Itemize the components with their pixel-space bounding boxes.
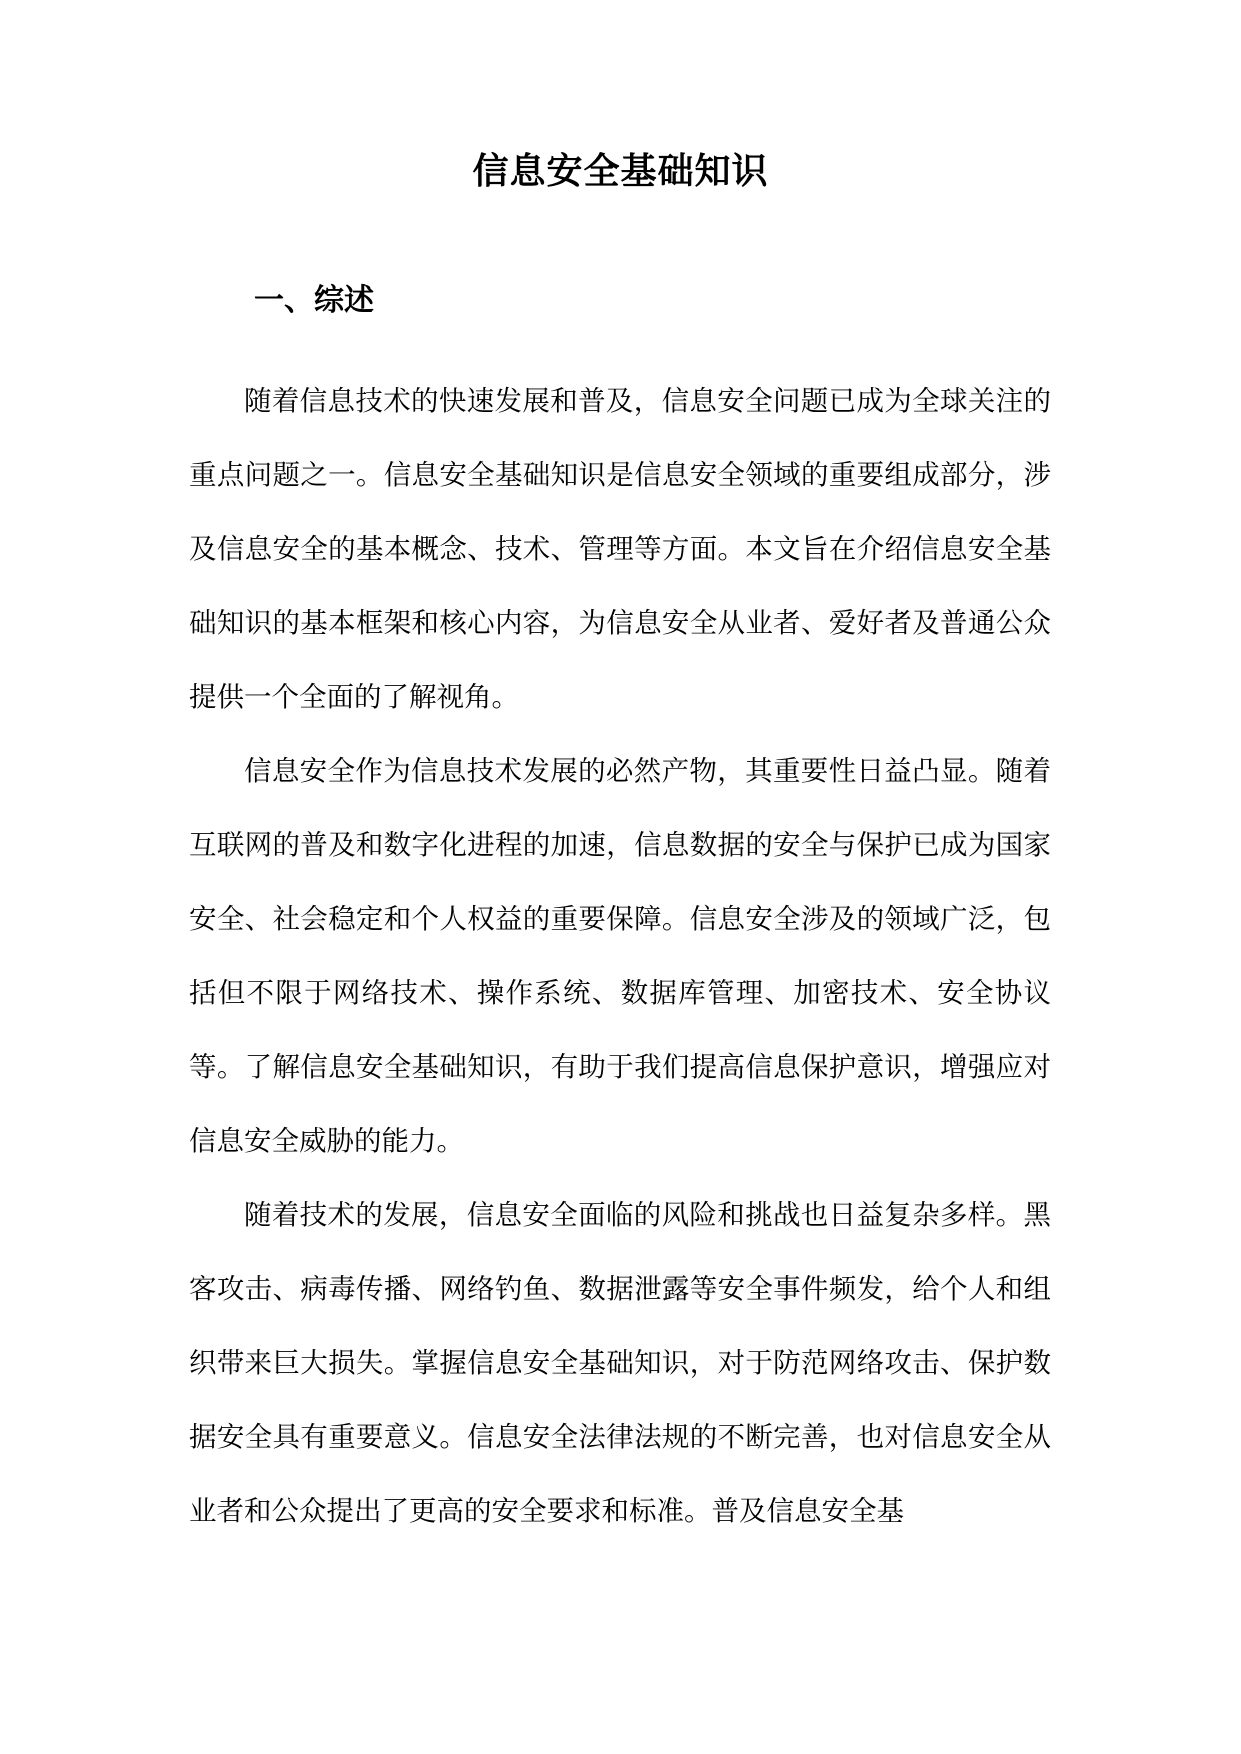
document-title: 信息安全基础知识	[472, 151, 769, 192]
section-heading: 一、综述	[254, 283, 374, 318]
paragraph: 信息安全作为信息技术发展的必然产物，其重要性日益凸显。随着互联网的普及和数字化进程的加速，信息数据的安全与保护已成为国家安全、社会稳定和个人权益的重要保障。信息安全涉及的领域广泛，包括但不限于网络技术、操作系统、数据库管理、加密技术、安全协议等。了解信息安全基础知识，有助于我们提高信息保护意识，增强应对信息安全威胁的能力。	[189, 755, 1051, 1157]
body-text	[189, 364, 1051, 1548]
paragraph: 随着信息技术的快速发展和普及，信息安全问题已成为全球关注的重点问题之一。信息安全基础知识是信息安全领域的重要组成部分，涉及信息安全的基本概念、技术、管理等方面。本文旨在介绍信息安全基础知识的基本框架和核心内容，为信息安全从业者、爱好者及普通公众提供一个全面的了解视角。	[189, 385, 1051, 713]
paragraph: 随着技术的发展，信息安全面临的风险和挑战也日益复杂多样。黑客攻击、病毒传播、网络钓鱼、数据泄露等安全事件频发，给个人和组织带来巨大损失。掌握信息安全基础知识，对于防范网络攻击、保护数据安全具有重要意义。信息安全法律法规的不断完善，也对信息安全从业者和公众提出了更高的安全要求和标准。普及信息安全基	[189, 1199, 1051, 1527]
